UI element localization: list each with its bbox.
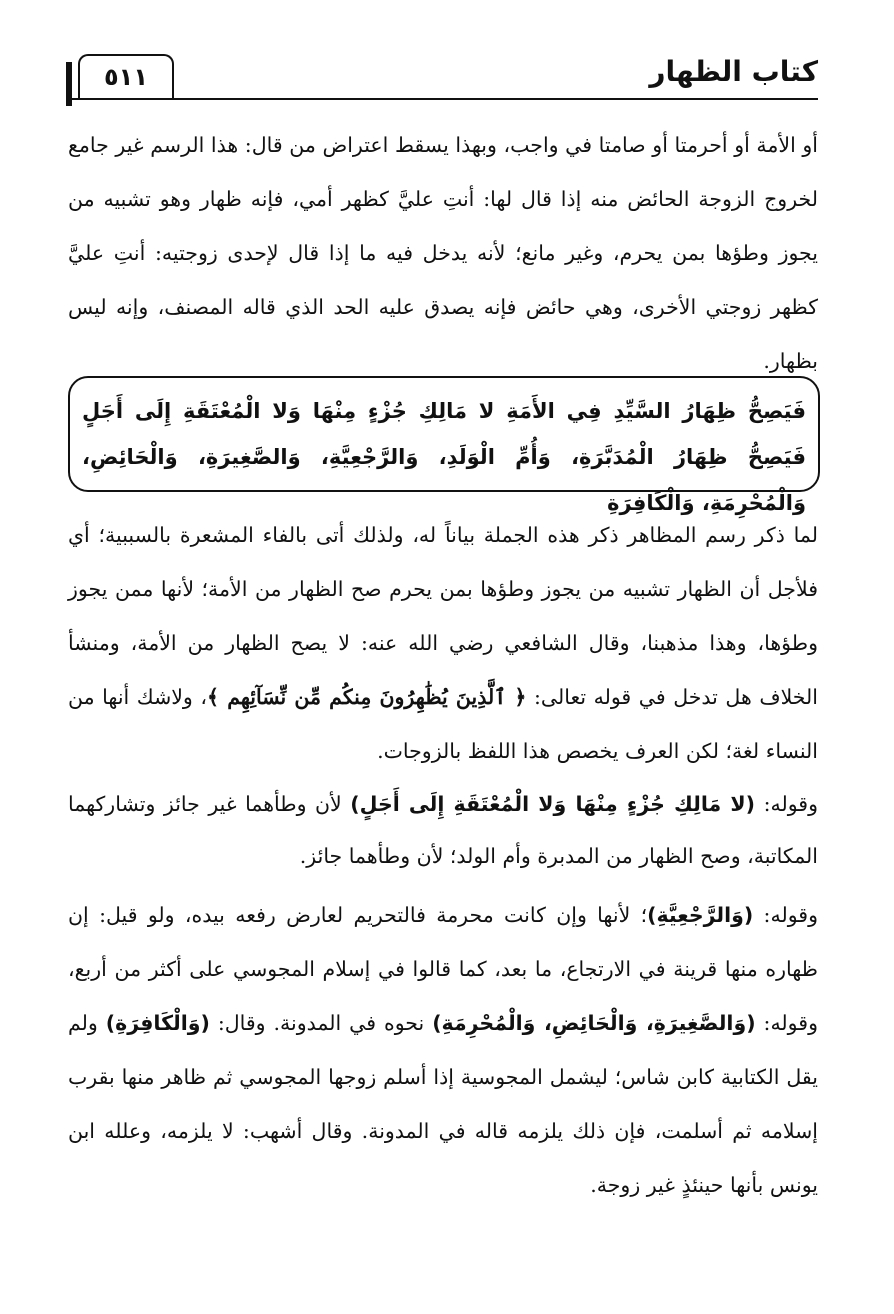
paragraph-4-part1: وقوله: <box>763 903 818 927</box>
paragraph-3-part2: لأن وطأهما غير جائز وتشاركهما المكاتبة، وصح الظهار من المدبرة وأم الولد؛ لأن وطأهما جائز. <box>68 792 818 868</box>
page-header <box>68 44 818 100</box>
paragraph-2-part1: لما ذكر رسم المظاهر ذكر هذه الجملة بياناً له، ولذلك أتى بالفاء المشعرة بالسببية؛ أي فلأجل أن الظهار تشبيه من يجوز وطؤها بمن يحرم صح الظهار من الأمة؛ لأنها ممن يجوز وطؤها، وهذا مذهبنا، وقال الشافعي رضي الله عنه: لا يصح الظهار من الأمة، ومنشأ الخلاف هل تدخل في قوله تعالى: <box>68 523 818 709</box>
paragraph-3 <box>68 778 818 882</box>
matn-box <box>68 376 820 515</box>
paragraph-3-text <box>68 778 818 882</box>
paragraph-2-part2: ، ولاشك أنها من النساء لغة؛ لكن العرف يخصص هذا اللفظ بالزوجات. <box>68 685 818 763</box>
paragraph-3-part1: وقوله: <box>763 792 818 816</box>
paragraph-4-quote-2: (وَالصَّغِيرَةِ، وَالْحَائِضِ، وَالْمُحْرِمَةِ) <box>432 1011 756 1035</box>
paragraph-3-quote: (لا مَالِكِ جُزْءٍ مِنْهَا وَلا الْمُعْتَقَةِ إِلَى أَجَلٍ) <box>350 792 756 816</box>
paragraph-4-quote-1: (وَالرَّجْعِيَّةِ) <box>647 903 754 927</box>
paragraph-4-part4: ولم يقل الكتابية كابن شاس؛ ليشمل المجوسية إذا أسلم زوجها المجوسي ثم ظاهر منها بقرب إسلامه ثم أسلمت، فإن ذلك يلزمه قاله في المدونة. وقال أشهب: لا يلزمه، وعلله ابن يونس بأنها حينئذٍ غير زوجة. <box>68 1011 818 1197</box>
paragraph-4-part3: نحوه في المدونة. وقال: <box>217 1011 425 1035</box>
header-rule <box>68 98 818 100</box>
paragraph-4-text <box>68 888 818 1212</box>
paragraph-1-text: أو الأمة أو أحرمتا أو صامتا في واجب، وبهذا يسقط اعتراض من قال: هذا الرسم غير جامع لخروج الزوجة الحائض منه إذا قال لها: أنتِ عليَّ كظهر أمي، فإنه ظهار وهو تشبيه من يجوز وطؤها بمن يحرم، وغير مانع؛ لأنه يدخل فيه ما إذا قال لإحدى زوجتيه: أنتِ عليَّ كظهر زوجتي الأخرى، وهي حائض فإنه يصدق عليه الحد الذي قاله المصنف، وإنه ليس بظهار. <box>68 133 818 373</box>
paragraph-2-text <box>68 508 818 778</box>
quran-verse: ﴿ ٱلَّذِينَ يُظَٰهِرُونَ مِنكُم مِّن نِّسَآئِهِم ﴾ <box>207 685 527 709</box>
paragraph-2 <box>68 508 818 778</box>
paragraph-4-quote-3: (وَالْكَافِرَةِ) <box>105 1011 210 1035</box>
matn-text: فَيَصِحُّ ظِهَارُ السَّيِّدِ فِي الأَمَةِ لا مَالِكِ جُزْءٍ مِنْهَا وَلا الْمُعْتَقَةِ إِلَى أَجَلٍ فَيَصِحُّ ظِهَارُ الْمُدَبَّرَةِ، وَأُمِّ الْوَلَدِ، وَالرَّجْعِيَّةِ، وَالصَّغِيرَةِ، وَالْحَائِضِ، وَالْمُحْرِمَةِ، وَالْكَافِرَةِ <box>82 399 806 515</box>
paragraph-4-part2: ؛ لأنها وإن كانت محرمة فالتحريم لعارض رفعه بيده، ولو قيل: إن ظهاره منها قرينة في الارتجاع، ما بعد، كما قالوا في إسلام المجوسي على أكثر من أربع، وقوله: <box>68 903 818 1035</box>
paragraph-1 <box>68 118 818 388</box>
paragraph-4 <box>68 888 818 1212</box>
book-title: كتاب الظهار <box>649 55 818 88</box>
page-number: ٥١١ <box>78 54 174 98</box>
